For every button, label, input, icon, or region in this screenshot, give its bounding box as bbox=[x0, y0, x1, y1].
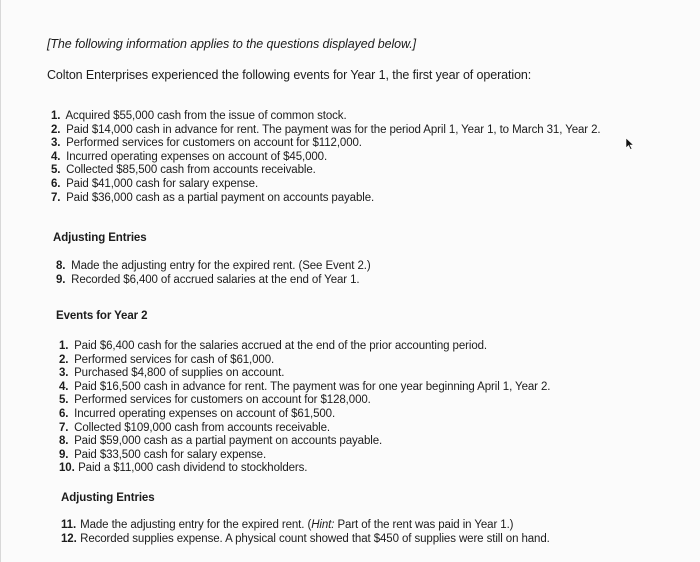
list-item: 5. Performed services for customers on account for $128,000. bbox=[59, 394, 371, 407]
info-note: [The following information applies to the questions displayed below.] bbox=[47, 37, 417, 51]
list-item: 5. Collected $85,500 cash from accounts receivable. bbox=[51, 164, 316, 177]
year1-events-list bbox=[51, 110, 601, 205]
list-item: 9. Recorded $6,400 of accrued salaries at the end of Year 1. bbox=[56, 273, 360, 286]
adjusting-entries-year1-list bbox=[56, 260, 371, 287]
list-item: 4. Paid $16,500 cash in advance for rent. The payment was for one year beginning April 1, Year 2. bbox=[59, 380, 551, 393]
list-item: 6. Paid $41,000 cash for salary expense. bbox=[51, 177, 259, 190]
list-item: 6. Incurred operating expenses on account of $61,500. bbox=[59, 407, 336, 420]
list-item: 3. Purchased $4,800 of supplies on account. bbox=[59, 367, 285, 380]
list-item: 10. Paid a $11,000 cash dividend to stockholders. bbox=[59, 462, 308, 475]
list-item: 2. Paid $14,000 cash in advance for rent. The payment was for the period April 1, Year 1, to March 31, Year 2. bbox=[51, 123, 601, 136]
list-item: 7. Paid $36,000 cash as a partial payment on accounts payable. bbox=[51, 191, 375, 204]
list-item: 11. Made the adjusting entry for the expired rent. (Hint: Part of the rent was paid in Year 1.) bbox=[61, 519, 514, 531]
list-item: 1. Paid $6,400 cash for the salaries accrued at the end of the prior accounting period. bbox=[59, 340, 488, 352]
list-item: 7. Collected $109,000 cash from accounts receivable. bbox=[59, 421, 331, 434]
hint-label: Hint: bbox=[311, 519, 335, 531]
year2-events-heading: Events for Year 2 bbox=[56, 310, 148, 322]
intro-text: Colton Enterprises experienced the following events for Year 1, the first year of operation: bbox=[47, 68, 532, 82]
adjusting-entries-heading-year2: Adjusting Entries bbox=[61, 492, 155, 504]
mouse-pointer-icon bbox=[625, 138, 635, 150]
list-item: 4. Incurred operating expenses on account of $45,000. bbox=[51, 150, 328, 163]
adjusting-entries-year2-list bbox=[61, 519, 550, 546]
list-item: 3. Performed services for customers on account for $112,000. bbox=[51, 137, 362, 150]
list-item: 1. Acquired $55,000 cash from the issue of common stock. bbox=[51, 110, 347, 122]
list-item: 8. Made the adjusting entry for the expired rent. (See Event 2.) bbox=[56, 260, 371, 272]
year2-events-list bbox=[59, 340, 550, 476]
list-item: 9. Paid $33,500 cash for salary expense. bbox=[59, 448, 267, 461]
list-item: 2. Performed services for cash of $61,000. bbox=[59, 353, 275, 366]
adjusting-entries-heading-year1: Adjusting Entries bbox=[53, 232, 147, 244]
list-item: 8. Paid $59,000 cash as a partial payment on accounts payable. bbox=[59, 435, 383, 448]
list-item: 12. Recorded supplies expense. A physical count showed that $450 of supplies were still on hand. bbox=[61, 532, 550, 545]
